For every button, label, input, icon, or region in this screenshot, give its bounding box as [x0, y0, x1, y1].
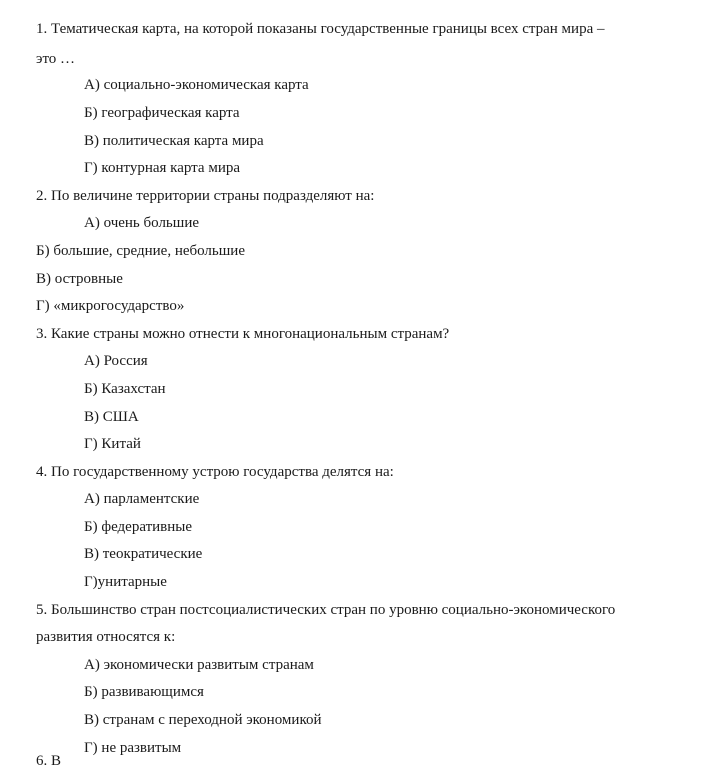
question-1 — [36, 20, 604, 38]
question-3-option-b: Б) Казахстан — [84, 381, 166, 397]
question-5-number: 5. — [36, 602, 48, 618]
question-6-partial-text: 6. В — [36, 753, 62, 769]
question-2-option-a: А) очень большие — [84, 215, 200, 231]
question-1-continued: это … — [36, 51, 76, 67]
question-3-number: 3. — [36, 326, 48, 342]
question-5-option-a: А) экономически развитым странам — [84, 657, 314, 673]
question-3-option-d: Г) Китай — [84, 436, 141, 452]
question-4-option-c: В) теократические — [84, 546, 203, 562]
question-5-text: Большинство стран постсоциалистических стран по уровню социально-экономического — [51, 602, 616, 618]
question-5 — [36, 601, 615, 619]
question-3-option-a: А) Россия — [84, 353, 148, 369]
question-1-option-b: Б) географическая карта — [84, 105, 240, 121]
question-2-number: 2. — [36, 188, 48, 204]
question-5-continued: развития относятся к: — [36, 629, 176, 645]
question-1-option-a: А) социально-экономическая карта — [84, 77, 309, 93]
question-3-option-c: В) США — [84, 409, 139, 425]
question-6-partial — [36, 753, 66, 770]
question-3 — [36, 325, 449, 343]
question-4-option-b: Б) федеративные — [84, 519, 193, 535]
question-1-text: Тематическая карта, на которой показаны государственные границы всех стран мира – — [51, 21, 605, 37]
question-2-text: По величине территории страны подразделяют на: — [51, 188, 375, 204]
question-5-option-d: Г) не развитым — [84, 740, 182, 756]
question-5-option-c: В) странам с переходной экономикой — [84, 712, 322, 728]
question-4-number: 4. — [36, 464, 48, 480]
question-2-option-d: Г) «микрогосударство» — [36, 298, 185, 314]
question-4-text: По государственному устрою государства делятся на: — [51, 464, 394, 480]
question-2-option-c: В) островные — [36, 271, 123, 287]
question-4 — [36, 463, 394, 481]
question-5-option-b: Б) развивающимся — [84, 684, 204, 700]
question-1-option-c: В) политическая карта мира — [84, 133, 264, 149]
question-4-option-a: А) парламентские — [84, 491, 200, 507]
question-1-number: 1. — [36, 21, 48, 37]
question-3-text: Какие страны можно отнести к многонациональным странам? — [51, 326, 450, 342]
question-2 — [36, 187, 374, 205]
question-1-option-d: Г) контурная карта мира — [84, 160, 241, 176]
question-4-option-d: Г)унитарные — [84, 574, 167, 590]
question-2-option-b: Б) большие, средние, небольшие — [36, 243, 245, 259]
